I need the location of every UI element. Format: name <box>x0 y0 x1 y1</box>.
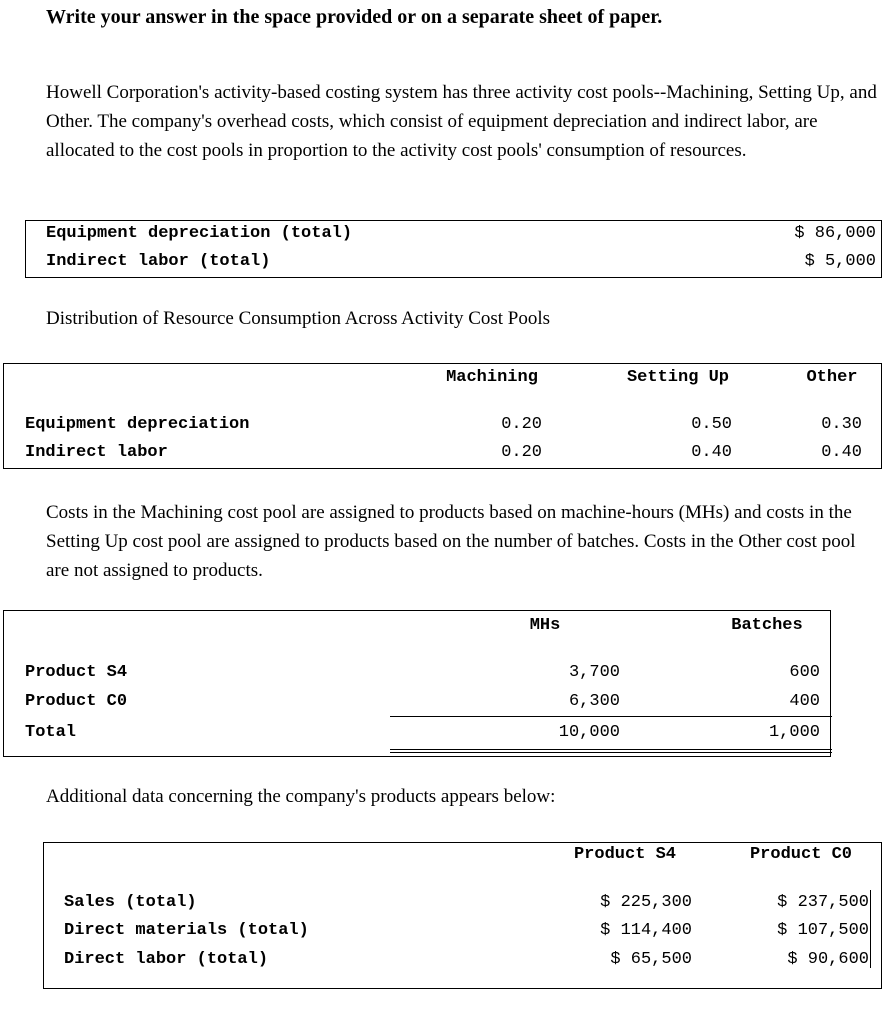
cell-value: 0.30 <box>821 415 862 434</box>
column-rule <box>870 890 871 968</box>
intro-paragraph: Howell Corporation's activity-based costing system has three activity cost pools--Machining, Setting Up, and Other. The company's overhead costs, which consist of equipment depreciation and indirect labor, are allocated to the cost pools in proportion to the activity cost pools' consumption of resources. <box>46 82 877 161</box>
overhead-row-value: $ 5,000 <box>804 252 876 271</box>
cell-value: $ 90,600 <box>787 950 869 969</box>
assignment-paragraph: Costs in the Machining cost pool are assigned to products based on machine-hours (MHs) and costs in the Setting Up cost pool are assigned to products based on the number of batches. Costs in the Other cost pool are not assigned to products. <box>46 502 856 581</box>
row-label: Direct materials (total) <box>64 921 309 940</box>
cell-value: 0.40 <box>691 443 732 462</box>
overhead-row-label: Indirect labor (total) <box>46 252 271 271</box>
cell-value-total: 1,000 <box>768 723 820 742</box>
overhead-row-label: Equipment depreciation (total) <box>46 224 353 243</box>
column-header: Setting Up <box>626 368 730 387</box>
column-header: MHs <box>529 616 561 635</box>
distribution-title: Distribution of Resource Consumption Across Activity Cost Pools <box>46 308 551 329</box>
cell-value-total: 10,000 <box>558 723 620 742</box>
cell-value: $ 107,500 <box>777 921 869 940</box>
cell-value: $ 225,300 <box>600 893 692 912</box>
subtotal-rule <box>390 716 832 717</box>
column-header: Machining <box>446 368 538 387</box>
row-label: Sales (total) <box>64 893 197 912</box>
cell-value: 3,700 <box>568 663 620 682</box>
cell-value: 0.50 <box>691 415 732 434</box>
cell-value: 0.20 <box>501 415 542 434</box>
instruction-heading: Write your answer in the space provided or on a separate sheet of paper. <box>46 6 663 28</box>
cell-value: $ 237,500 <box>777 893 869 912</box>
cell-value: 0.40 <box>821 443 862 462</box>
overhead-row-value: $ 86,000 <box>794 224 876 243</box>
row-label: Product C0 <box>25 692 128 711</box>
cell-value: $ 65,500 <box>610 950 692 969</box>
row-label: Equipment depreciation <box>25 415 250 434</box>
additional-title: Additional data concerning the company's products appears below: <box>46 786 556 807</box>
row-label: Indirect labor <box>25 443 168 462</box>
column-header: Batches <box>731 616 803 635</box>
row-label-total: Total <box>25 723 77 742</box>
column-header: Product S4 <box>573 845 677 864</box>
cell-value: 6,300 <box>568 692 620 711</box>
row-label: Direct labor (total) <box>64 950 269 969</box>
column-header: Other <box>806 368 858 387</box>
double-rule-bottom <box>390 752 832 753</box>
cell-value: 600 <box>789 663 820 682</box>
column-header: Product C0 <box>749 845 853 864</box>
row-label: Product S4 <box>25 663 128 682</box>
cell-value: 0.20 <box>501 443 542 462</box>
cell-value: $ 114,400 <box>600 921 692 940</box>
double-rule-top <box>390 749 832 750</box>
cell-value: 400 <box>789 692 820 711</box>
